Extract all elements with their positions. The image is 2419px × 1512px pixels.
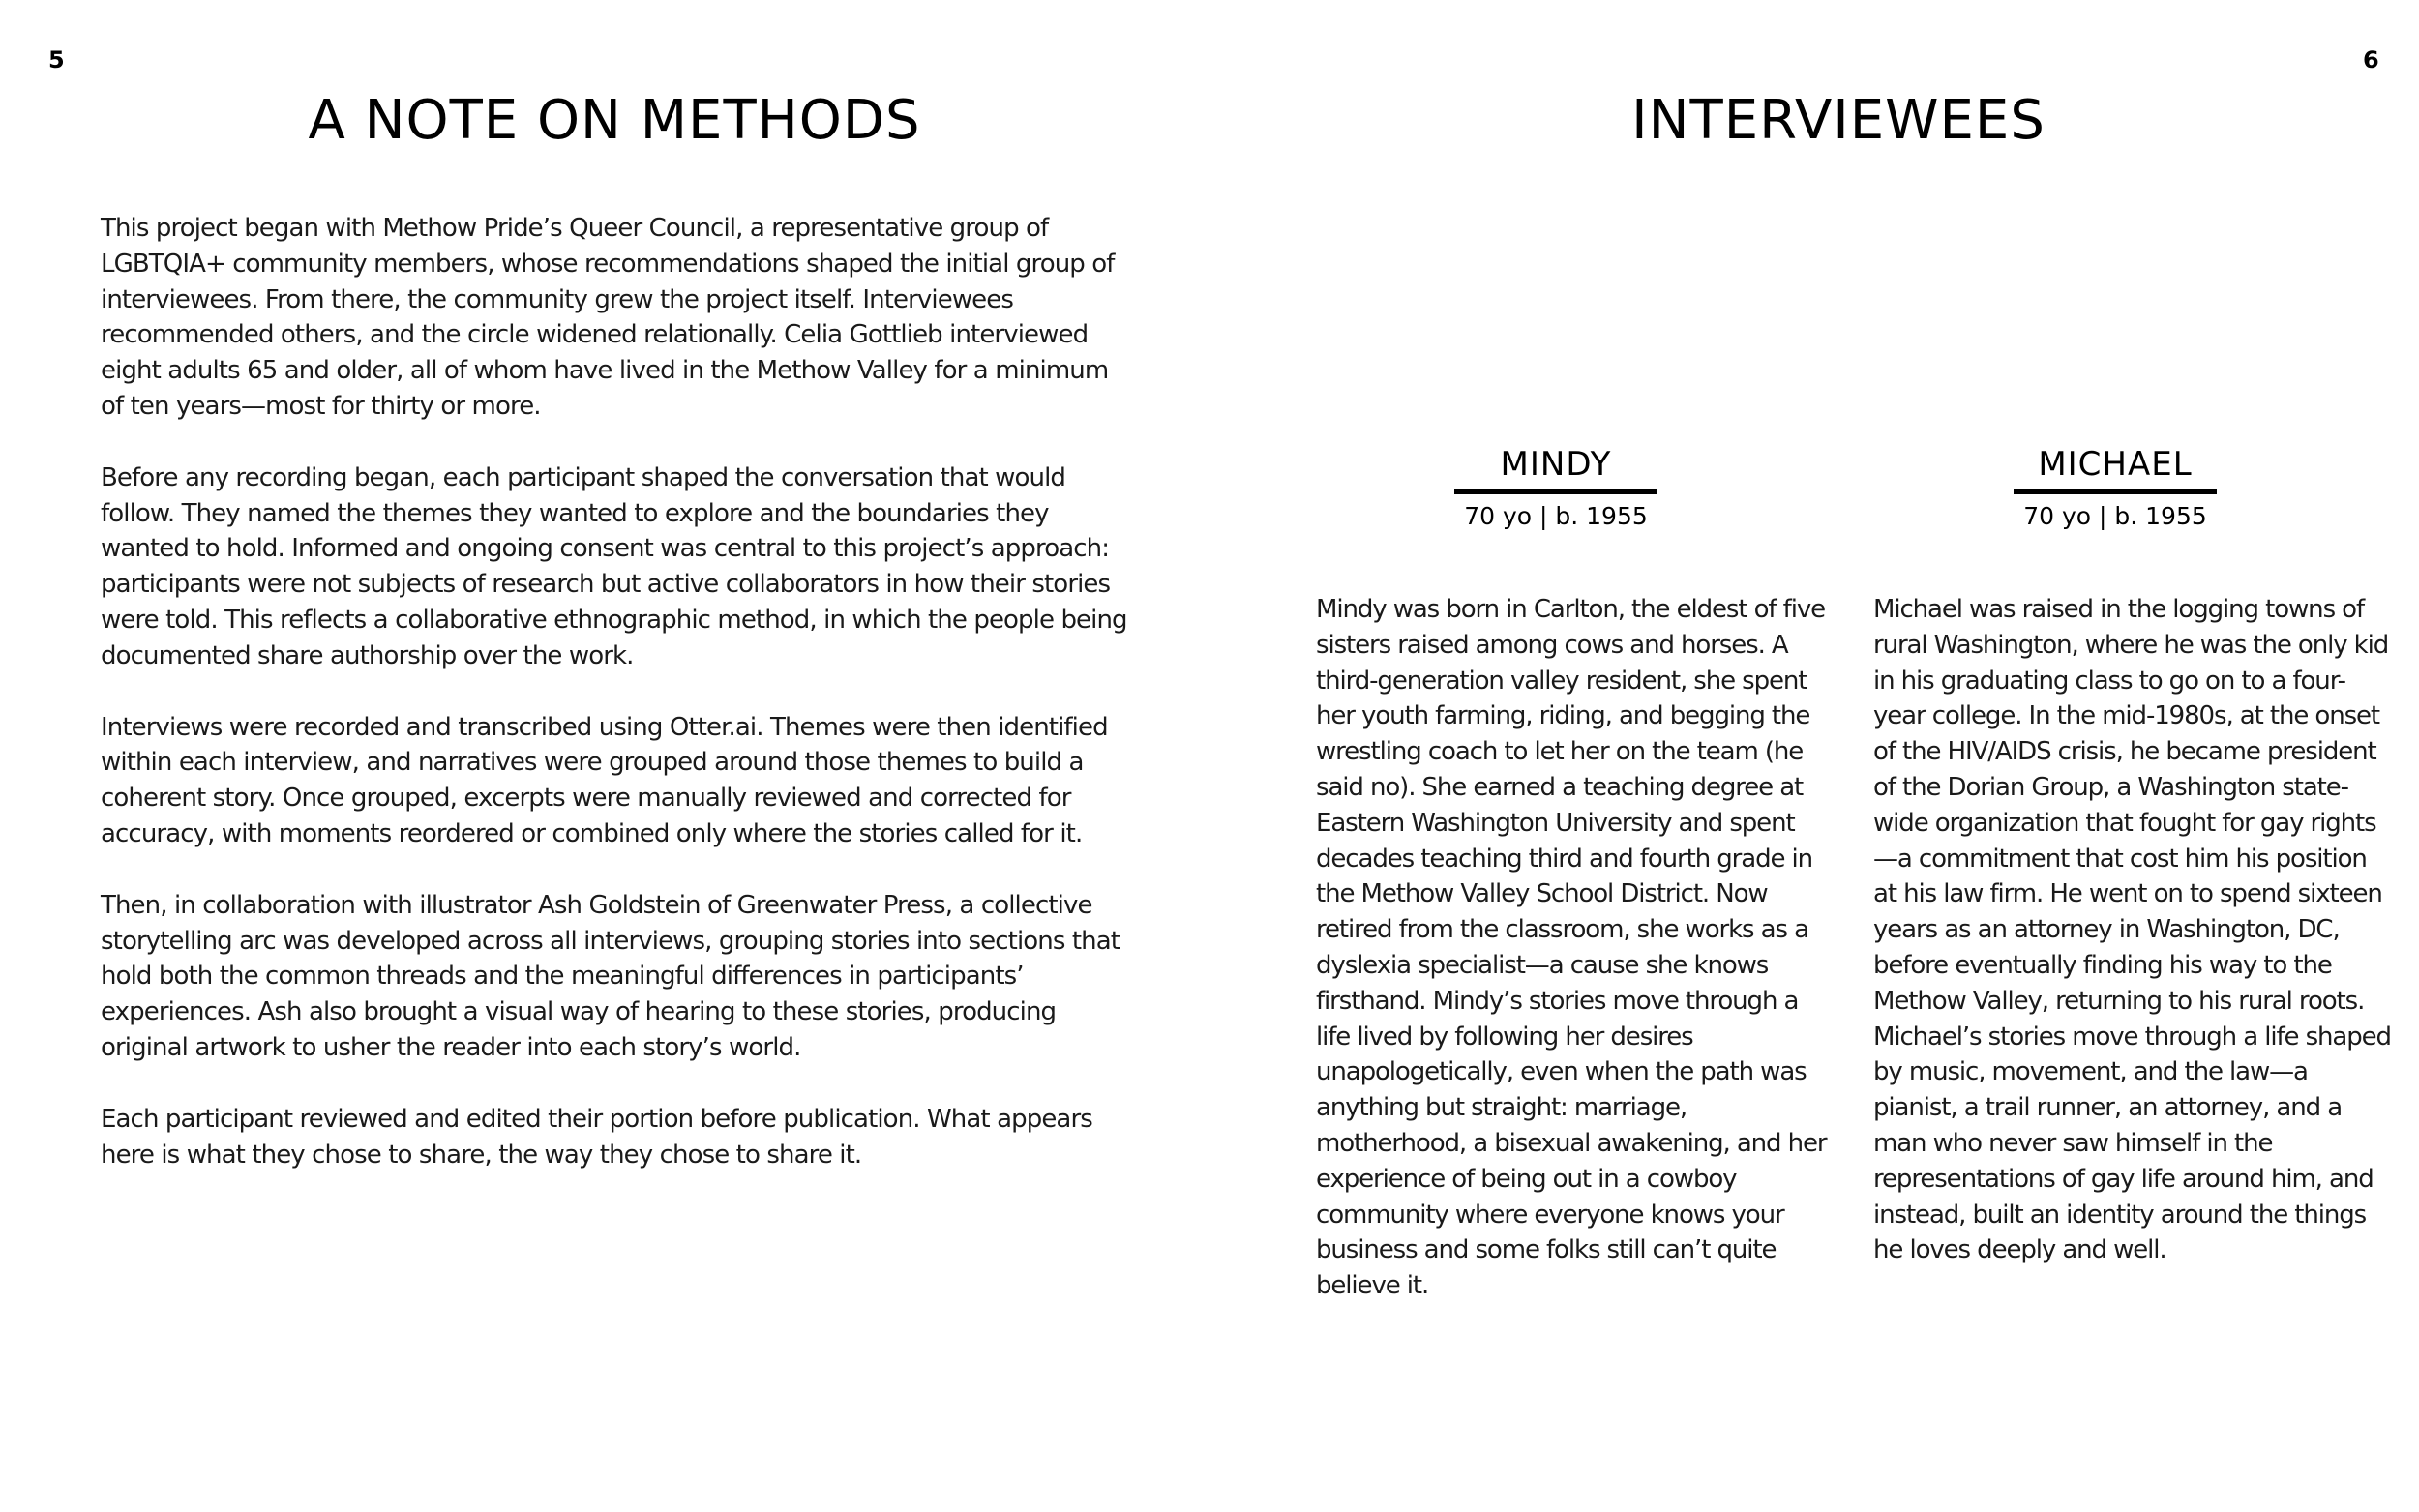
interviewee-age: 70 yo | b. 1955 — [2023, 502, 2207, 530]
methods-paragraph: Before any recording began, each participant shaped the conversation that would follow. They named the themes they wanted to explore and the boundaries they wanted to hold. Informed and ongoing consent was central to this project’s approach: participants were not subjects of research but active collaborators in how their stories were told. This reflects a collaborative ethnographic method, in which the people being documented share authorship over the work. — [101, 462, 1127, 670]
page-number-right: 6 — [2363, 46, 2379, 74]
methods-body — [101, 211, 1136, 1208]
name-underline — [2014, 489, 2217, 494]
methods-title: A NOTE ON METHODS — [308, 89, 921, 152]
interviewee-bio-mindy: Mindy was born in Carlton, the eldest of five sisters raised among cows and horses. A third-generation valley resident, she spent her youth farming, riding, and begging the wrestling coach to let her on the team (he said no). She earned a teaching degree at Eastern Washington University and spent decades teaching third and fourth grade in the Methow Valley School District. Now retired from the classroom, she works as a dyslexia specialist—a cause she knows firsthand. Mindy’s stories move through a life lived by following her desires unapologetically, even when the path was anything but straight: marriage, motherhood, a bisexual awakening, and her experience of being out in a cowboy community where everyone knows your business and some folks still can’t quite believe it. — [1316, 595, 1827, 1301]
interviewee-age: 70 yo | b. 1955 — [1464, 502, 1648, 530]
page-number-left: 5 — [48, 46, 65, 74]
methods-paragraph: Each participant reviewed and edited their portion before publication. What appears here is what they chose to share, the way they chose to share it. — [101, 1104, 1092, 1170]
interviewee-name: MICHAEL — [2038, 445, 2193, 484]
interviewee-header-mindy — [1449, 443, 1662, 533]
interviewee-header-michael — [2009, 443, 2222, 533]
methods-paragraph: Interviews were recorded and transcribed using Otter.ai. Themes were then identified within each interview, and narratives were grouped around those themes to build a coherent story. Once grouped, excerpts were manually reviewed and corrected for accuracy, with moments reordered or combined only where the stories called for it. — [101, 712, 1108, 848]
name-underline — [1454, 489, 1657, 494]
methods-paragraph: This project began with Methow Pride’s Queer Council, a representative group of LGBTQIA+ community members, whose recommendations shaped the initial group of interviewees. From there, the community grew the project itself. Interviewees recommended others, and the circle widened relationally. Celia Gottlieb interviewed eight adults 65 and older, all of whom have lived in the Methow Valley for a minimum of ten years—most for thirty or more. — [101, 214, 1115, 421]
interviewee-bio-michael: Michael was raised in the logging towns of rural Washington, where he was the only kid in his graduating class to go on to a four-year college. In the mid-1980s, at the onset of the HIV/AIDS crisis, he became president of the Dorian Group, a Washington state-wide organization that fought for gay rights—a commitment that cost him his position at his law firm. He went on to spend sixteen years as an attorney in Washington, DC, before eventually finding his way to the Methow Valley, returning to his rural roots. Michael’s stories move through a life shaped by music, movement, and the law—a pianist, a trail runner, an attorney, and a man who never saw himself in the representations of gay life around him, and instead, built an identity around the things he loves deeply and well. — [1873, 595, 2391, 1265]
methods-paragraph: Then, in collaboration with illustrator Ash Goldstein of Greenwater Press, a collective storytelling arc was developed across all interviews, grouping stories into sections that hold both the common threads and the meaningful differences in participants’ experiences. Ash also brought a visual way of hearing to these stories, producing original artwork to usher the reader into each story’s world. — [101, 890, 1120, 1062]
interviewee-name: MINDY — [1500, 445, 1612, 484]
interviewees-title: INTERVIEWEES — [1631, 89, 2046, 152]
